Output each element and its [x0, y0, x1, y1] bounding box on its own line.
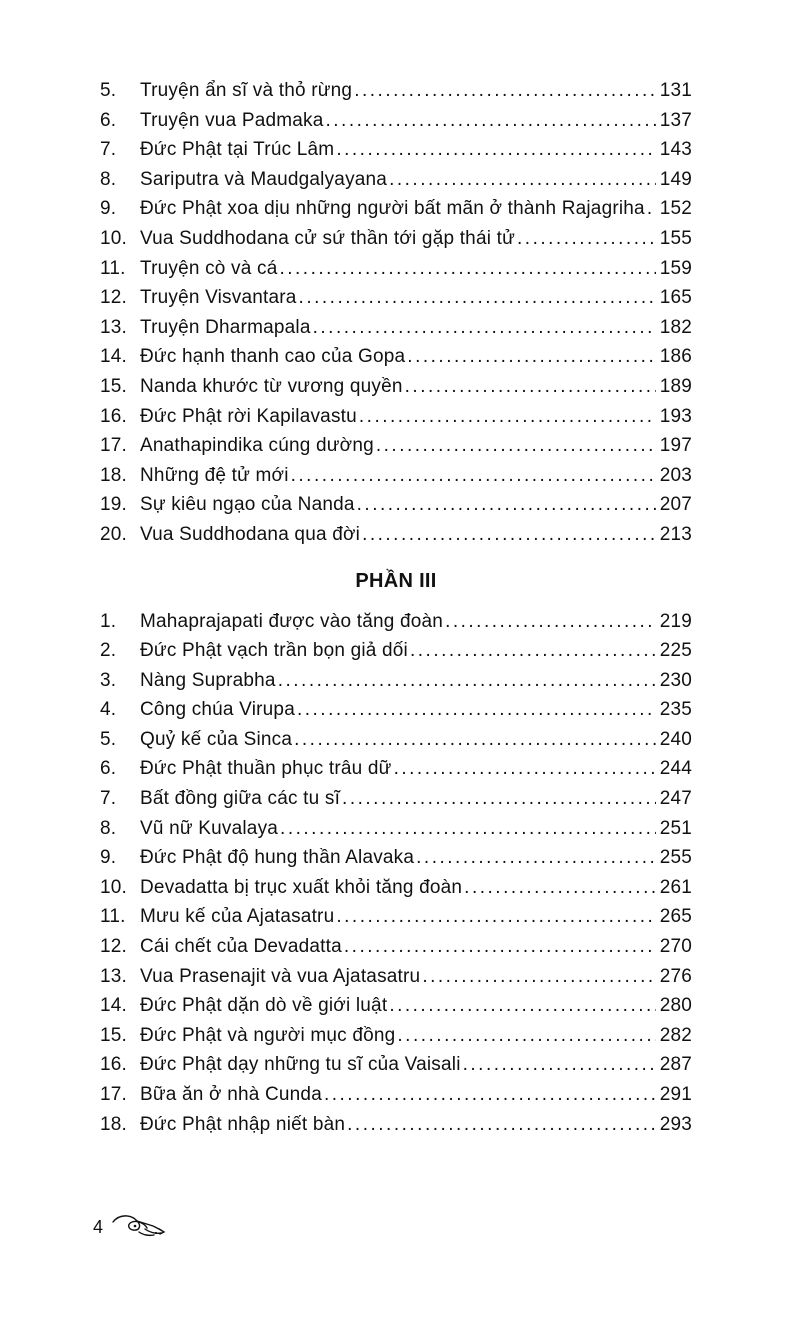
entry-title: Truyện cò và cá [140, 257, 278, 279]
entry-number: 8. [100, 817, 117, 839]
entry-number: 14. [100, 995, 128, 1017]
entry-number: 18. [100, 464, 128, 486]
toc-entry [100, 169, 692, 199]
toc-entry [100, 699, 692, 729]
entry-page-number: 282 [659, 1024, 692, 1046]
toc-entry [100, 788, 692, 818]
entry-number: 18. [100, 1113, 128, 1135]
dot-leader [397, 1025, 655, 1047]
dot-leader [362, 524, 656, 546]
entry-number: 6. [100, 758, 117, 780]
dot-leader [394, 758, 656, 780]
entry-title: Đức Phật tại Trúc Lâm [140, 139, 335, 161]
entry-number: 10. [100, 876, 128, 898]
entry-title: Truyện Dharmapala [140, 316, 311, 338]
dot-leader [336, 139, 655, 161]
toc-entry [100, 818, 692, 848]
entry-title: Devadatta bị trục xuất khỏi tăng đoàn [140, 876, 463, 898]
dot-leader [291, 465, 656, 487]
dot-leader [389, 995, 655, 1017]
entry-title: Đức Phật nhập niết bàn [140, 1113, 346, 1135]
dot-leader [324, 1084, 656, 1106]
entry-page-number: 219 [659, 610, 692, 632]
entry-title: Sự kiêu ngạo của Nanda [140, 494, 355, 516]
entry-page-number: 189 [659, 375, 692, 397]
entry-title: Truyện ẩn sĩ và thỏ rừng [140, 80, 353, 101]
dot-leader [464, 877, 656, 899]
dot-leader [280, 818, 656, 840]
toc-entry [100, 198, 692, 228]
entry-page-number: 225 [659, 640, 692, 662]
entry-page-number: 149 [659, 168, 692, 190]
entry-number: 8. [100, 168, 117, 190]
entry-title: Đức hạnh thanh cao của Gopa [140, 346, 406, 368]
page-footer [93, 1212, 167, 1243]
toc-entry [100, 611, 692, 641]
toc-entry [100, 228, 692, 258]
toc-entry [100, 1084, 692, 1114]
entry-page-number: 240 [659, 728, 692, 750]
dot-leader [347, 1114, 656, 1136]
entry-title: Nàng Suprabha [140, 669, 276, 691]
entry-title: Cái chết của Devadatta [140, 936, 342, 958]
entry-number: 2. [100, 640, 117, 662]
entry-title: Đức Phật rời Kapilavastu [140, 405, 357, 427]
entry-page-number: 230 [659, 669, 692, 691]
entry-number: 16. [100, 1054, 128, 1076]
dot-leader [410, 640, 656, 662]
entry-page-number: 197 [659, 435, 692, 457]
toc-entry [100, 258, 692, 288]
entry-number: 5. [100, 80, 117, 101]
dot-leader [354, 80, 655, 102]
entry-number: 11. [100, 906, 126, 928]
entry-page-number: 213 [659, 523, 692, 545]
entry-number: 7. [100, 788, 117, 810]
toc-entry [100, 494, 692, 524]
toc-entry [100, 406, 692, 436]
toc-entry [100, 995, 692, 1025]
entry-page-number: 293 [659, 1113, 692, 1135]
entry-page-number: 247 [659, 788, 692, 810]
toc-entry [100, 346, 692, 376]
entry-page-number: 207 [659, 494, 692, 516]
entry-title: Đức Phật độ hung thần Alavaka [140, 847, 415, 869]
entry-number: 11. [100, 257, 126, 279]
entry-number: 13. [100, 316, 128, 338]
toc-section-3-list [100, 611, 692, 1144]
entry-page-number: 261 [659, 876, 692, 898]
entry-number: 20. [100, 523, 128, 545]
entry-title: Anathapindika cúng dường [140, 435, 374, 457]
toc-entry [100, 758, 692, 788]
entry-page-number: 291 [659, 1084, 692, 1105]
entry-title: Truyện Visvantara [140, 287, 297, 309]
entry-title: Đức Phật dặn dò về giới luật [140, 995, 388, 1017]
entry-page-number: 251 [659, 817, 692, 839]
dot-leader [422, 966, 655, 988]
entry-page-number: 143 [659, 139, 692, 161]
entry-number: 9. [100, 198, 117, 220]
table-of-contents [100, 80, 692, 1143]
entry-number: 15. [100, 1024, 128, 1046]
entry-page-number: 276 [659, 965, 692, 987]
dot-leader [407, 346, 655, 368]
dot-leader [326, 110, 656, 132]
toc-entry [100, 287, 692, 317]
dot-leader [299, 287, 656, 309]
entry-page-number: 186 [659, 346, 692, 368]
toc-entry [100, 906, 692, 936]
entry-number: 5. [100, 728, 117, 750]
entry-title: Vũ nữ Kuvalaya [140, 817, 279, 839]
entry-title: Quỷ kế của Sinca [140, 728, 293, 750]
dot-leader [294, 729, 656, 751]
toc-entry [100, 670, 692, 700]
toc-entry [100, 729, 692, 759]
entry-page-number: 270 [659, 936, 692, 958]
entry-title: Vua Prasenajit và vua Ajatasatru [140, 965, 421, 987]
entry-number: 3. [100, 669, 117, 691]
entry-number: 15. [100, 375, 128, 397]
dot-leader [357, 494, 656, 516]
dot-leader [416, 847, 656, 869]
entry-page-number: 131 [659, 80, 692, 101]
dot-leader [279, 258, 655, 280]
toc-entry [100, 1114, 692, 1144]
entry-page-number: 235 [659, 699, 692, 721]
entry-number: 13. [100, 965, 128, 987]
entry-page-number: 287 [659, 1054, 692, 1076]
dot-leader [344, 936, 656, 958]
toc-entry [100, 317, 692, 347]
toc-entry [100, 966, 692, 996]
dot-leader [336, 906, 655, 928]
entry-page-number: 155 [659, 227, 692, 249]
entry-page-number: 265 [659, 906, 692, 928]
entry-title: Vua Suddhodana qua đời [140, 523, 361, 545]
toc-entry [100, 110, 692, 140]
footer-page-number: 4 [93, 1217, 104, 1237]
entry-number: 19. [100, 494, 128, 516]
entry-title: Truyện vua Padmaka [140, 109, 324, 131]
dot-leader [389, 169, 656, 191]
dot-leader [445, 611, 656, 633]
entry-title: Sariputra và Maudgalyayana [140, 168, 388, 190]
entry-page-number: 137 [659, 109, 692, 131]
entry-number: 17. [100, 1084, 128, 1105]
dot-leader [376, 435, 656, 457]
dot-leader [405, 376, 656, 398]
entry-page-number: 244 [659, 758, 692, 780]
entry-page-number: 280 [659, 995, 692, 1017]
entry-title: Mưu kế của Ajatasatru [140, 906, 335, 928]
dot-leader [517, 228, 656, 250]
entry-title: Đức Phật vạch trần bọn giả dối [140, 640, 408, 662]
entry-number: 1. [100, 610, 117, 632]
quill-ornament-icon [109, 1212, 167, 1243]
entry-page-number: 165 [659, 287, 692, 309]
toc-entry [100, 640, 692, 670]
entry-title: Đức Phật và người mục đồng [140, 1024, 396, 1046]
entry-number: 17. [100, 435, 128, 457]
dot-leader [278, 670, 656, 692]
toc-entry [100, 936, 692, 966]
dot-leader [463, 1054, 656, 1076]
entry-number: 12. [100, 936, 128, 958]
entry-title: Công chúa Virupa [140, 699, 295, 721]
entry-title: Đức Phật thuần phục trâu dữ [140, 758, 392, 780]
entry-page-number: 203 [659, 464, 692, 486]
entry-page-number: 182 [659, 316, 692, 338]
entry-number: 14. [100, 346, 128, 368]
entry-page-number: 255 [659, 847, 692, 869]
entry-number: 4. [100, 699, 117, 721]
entry-title: Đức Phật dạy những tu sĩ của Vaisali [140, 1054, 461, 1076]
toc-entry [100, 435, 692, 465]
entry-page-number: 159 [659, 257, 692, 279]
toc-entry [100, 1025, 692, 1055]
dot-leader [342, 788, 656, 810]
dot-leader [647, 198, 656, 220]
toc-entry [100, 80, 692, 110]
toc-entry [100, 139, 692, 169]
entry-title: Bữa ăn ở nhà Cunda [140, 1084, 322, 1105]
entry-title: Mahaprajapati được vào tăng đoàn [140, 610, 444, 632]
toc-entry [100, 376, 692, 406]
toc-entry [100, 1054, 692, 1084]
entry-number: 16. [100, 405, 128, 427]
toc-entry [100, 877, 692, 907]
entry-number: 12. [100, 287, 128, 309]
entry-number: 10. [100, 227, 128, 249]
section-heading-phan-iii: PHẦN III [355, 569, 437, 592]
toc-section-2-list [100, 80, 692, 554]
entry-title: Nanda khước từ vương quyền [140, 375, 403, 397]
toc-entry [100, 524, 692, 554]
dot-leader [313, 317, 656, 339]
entry-number: 7. [100, 139, 117, 161]
toc-entry [100, 465, 692, 495]
entry-page-number: 193 [659, 405, 692, 427]
entry-title: Vua Suddhodana cử sứ thần tới gặp thái tử [140, 227, 516, 249]
toc-entry [100, 847, 692, 877]
entry-title: Những đệ tử mới [140, 464, 289, 486]
entry-title: Đức Phật xoa dịu những người bất mãn ở thành Rajagriha [140, 198, 645, 220]
dot-leader [297, 699, 656, 721]
entry-number: 6. [100, 109, 117, 131]
entry-page-number: 152 [659, 198, 692, 220]
entry-title: Bất đồng giữa các tu sĩ [140, 788, 341, 810]
dot-leader [359, 406, 656, 428]
entry-number: 9. [100, 847, 117, 869]
